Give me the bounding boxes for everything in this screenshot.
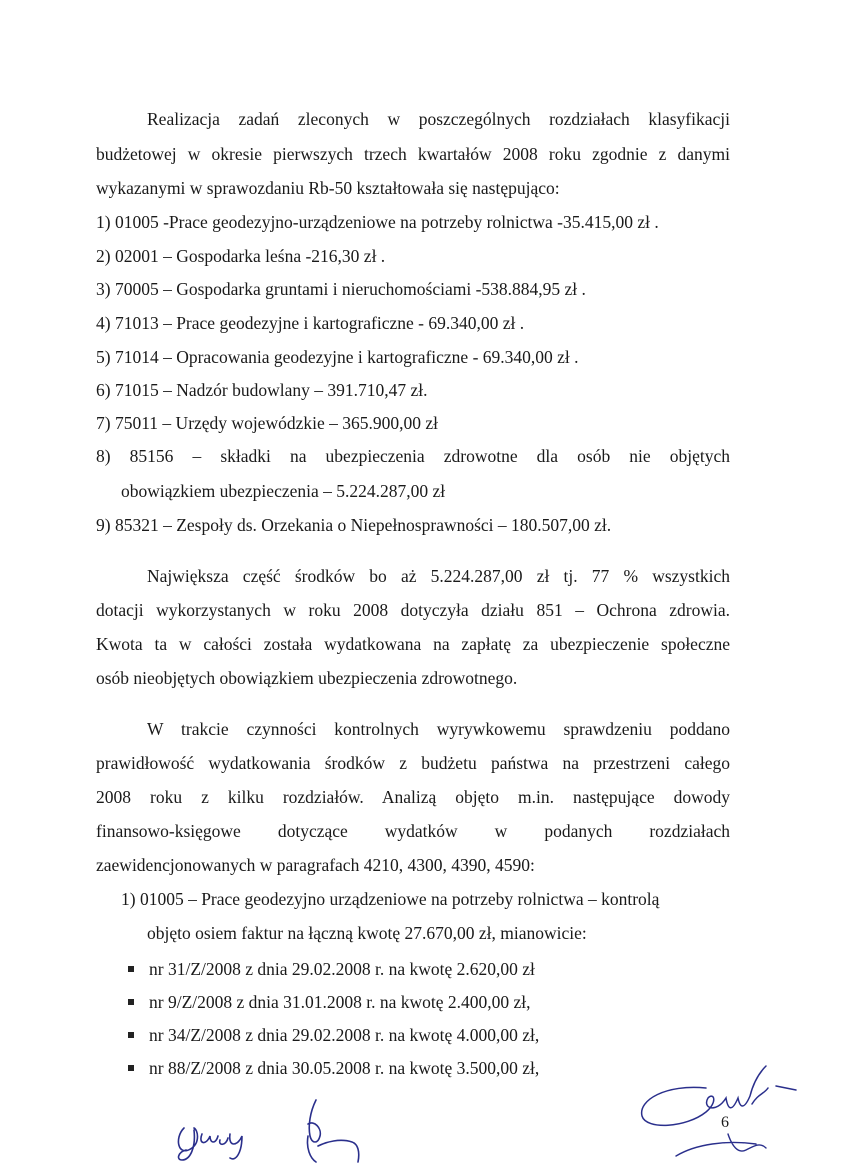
bullet-icon: [128, 1065, 134, 1071]
paragraph3-line-3: 2008 roku z kilku rozdziałów. Analizą objęto m.in. następujące dowody: [96, 787, 730, 807]
paragraph2-line-4: osób nieobjętych obowiązkiem ubezpieczenia zdrowotnego.: [96, 668, 518, 688]
chapter-item-4: 4) 71013 – Prace geodezyjne i kartograficzne - 69.340,00 zł .: [96, 313, 525, 333]
bullet-icon: [128, 999, 134, 1005]
chapter-item-8-continuation: obowiązkiem ubezpieczenia – 5.224.287,00 zł: [121, 481, 446, 501]
chapter-item-9: 9) 85321 – Zespoły ds. Orzekania o Niepełnosprawności – 180.507,00 zł.: [96, 515, 612, 535]
intro-line-3: wykazanymi w sprawozdaniu Rb-50 kształtowała się następująco:: [96, 178, 560, 198]
chapter-item-7: 7) 75011 – Urzędy wojewódzkie – 365.900,00 zł: [96, 413, 438, 433]
invoice-item-3: nr 34/Z/2008 z dnia 29.02.2008 r. na kwotę 4.000,00 zł,: [149, 1025, 540, 1045]
item1-line-2: objęto osiem faktur na łączną kwotę 27.670,00 zł, mianowicie:: [147, 923, 587, 943]
page-number: 6: [721, 1114, 729, 1131]
chapter-item-6: 6) 71015 – Nadzór budowlany – 391.710,47 zł.: [96, 380, 428, 400]
handwritten-initials-left: [172, 1108, 262, 1163]
chapter-item-5: 5) 71014 – Opracowania geodezyjne i kartograficzne - 69.340,00 zł .: [96, 347, 579, 367]
paragraph2-line-3: Kwota ta w całości została wydatkowana na zapłatę za ubezpieczenie społeczne: [96, 634, 730, 654]
paragraph2-line-2: dotacji wykorzystanych w roku 2008 dotyczyła działu 851 – Ochrona zdrowia.: [96, 600, 730, 620]
chapter-item-2: 2) 02001 – Gospodarka leśna -216,30 zł .: [96, 246, 386, 266]
bullet-icon: [128, 1032, 134, 1038]
invoice-item-2: nr 9/Z/2008 z dnia 31.01.2008 r. na kwotę 2.400,00 zł,: [149, 992, 531, 1012]
chapter-item-1: 1) 01005 -Prace geodezyjno-urządzeniowe na potrzeby rolnictwa -35.415,00 zł .: [96, 212, 659, 232]
invoice-item-1: nr 31/Z/2008 z dnia 29.02.2008 r. na kwotę 2.620,00 zł: [149, 959, 535, 979]
paragraph3-line-2: prawidłowość wydatkowania środków z budżetu państwa na przestrzeni całego: [96, 753, 730, 773]
invoice-item-4: nr 88/Z/2008 z dnia 30.05.2008 r. na kwotę 3.500,00 zł,: [149, 1058, 540, 1078]
handwritten-initials-middle: [296, 1092, 376, 1167]
chapter-item-8: 8) 85156 – składki na ubezpieczenia zdrowotne dla osób nie objętych: [96, 446, 730, 466]
bullet-icon: [128, 966, 134, 972]
paragraph2-line-1: Największa część środków bo aż 5.224.287,00 zł tj. 77 % wszystkich: [147, 566, 730, 586]
paragraph3-line-1: W trakcie czynności kontrolnych wyrywkowemu sprawdzeniu poddano: [147, 719, 730, 739]
paragraph3-line-5: zaewidencjonowanych w paragrafach 4210, 4300, 4390, 4590:: [96, 855, 535, 875]
chapter-item-3: 3) 70005 – Gospodarka gruntami i nieruchomościami -538.884,95 zł .: [96, 279, 586, 299]
intro-line-2: budżetowej w okresie pierwszych trzech kwartałów 2008 roku zgodnie z danymi: [96, 144, 730, 164]
item1-line-1: 1) 01005 – Prace geodezyjno urządzeniowe na potrzeby rolnictwa – kontrolą: [121, 889, 660, 909]
intro-line-1: Realizacja zadań zleconych w poszczególnych rozdziałach klasyfikacji: [147, 109, 730, 129]
paragraph3-line-4: finansowo-księgowe dotyczące wydatków w podanych rozdziałach: [96, 821, 730, 841]
